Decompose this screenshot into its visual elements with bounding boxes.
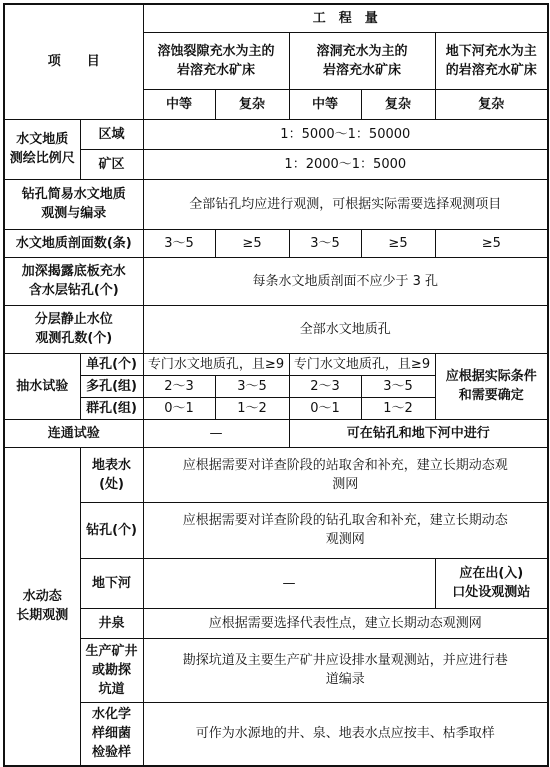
pump-group-value: 0～1 [143, 397, 215, 419]
profile-value: ≥5 [215, 229, 289, 257]
dyn-chem-label: 水化学 样细菌 检验样 [80, 702, 143, 766]
connectivity-dash: — [143, 419, 289, 447]
karst-cave-header: 溶洞充水为主的 岩溶充水矿床 [289, 32, 435, 89]
workload-header: 工 程 量 [143, 4, 548, 32]
medium-header-2: 中等 [289, 89, 361, 119]
connectivity-value: 可在钻孔和地下河中进行 [289, 419, 548, 447]
pump-group-value: 1～2 [361, 397, 435, 419]
mapping-mine-value: 1：2000～1：5000 [143, 149, 548, 179]
dyn-hole-value: 应根据需要对详查阶段的钻孔取舍和补充，建立长期动态 观测网 [143, 502, 548, 558]
static-level-label: 分层静止水位 观测孔数(个) [4, 305, 143, 353]
complex-header-3: 复杂 [435, 89, 548, 119]
pump-group-value: 0～1 [289, 397, 361, 419]
pump-single-value: 专门水文地质孔，且≥9 [143, 353, 289, 375]
dyn-river-dash: — [143, 558, 435, 608]
mapping-scale-label: 水文地质 测绘比例尺 [4, 119, 80, 179]
pump-river-value: 应根据实际条件 和需要确定 [435, 353, 548, 419]
dyn-mine-label: 生产矿井 或勘探 坑道 [80, 638, 143, 702]
complex-header-1: 复杂 [215, 89, 289, 119]
mapping-region-value: 1：5000～1：50000 [143, 119, 548, 149]
deep-drill-value: 每条水文地质剖面不应少于 3 孔 [143, 257, 548, 305]
connectivity-test-label: 连通试验 [4, 419, 143, 447]
pump-single-value: 专门水文地质孔，且≥9 [289, 353, 435, 375]
pump-multi-value: 2～3 [143, 375, 215, 397]
pump-multi-value: 3～5 [361, 375, 435, 397]
complex-header-2: 复杂 [361, 89, 435, 119]
project-header: 项 目 [4, 4, 143, 119]
dyn-well-value: 应根据需要选择代表性点，建立长期动态观测网 [143, 608, 548, 638]
profile-count-label: 水文地质剖面数(条) [4, 229, 143, 257]
dyn-river-value: 应在出(入) 口处设观测站 [435, 558, 548, 608]
pump-multi-value: 3～5 [215, 375, 289, 397]
dyn-well-label: 井泉 [80, 608, 143, 638]
dynamic-observation-label: 水动态 长期观测 [4, 447, 80, 766]
deep-drill-label: 加深揭露底板充水 含水层钻孔(个) [4, 257, 143, 305]
pumping-test-label: 抽水试验 [4, 353, 80, 419]
dyn-chem-value: 可作为水源地的井、泉、地表水点应按丰、枯季取样 [143, 702, 548, 766]
pump-multi-label: 多孔(组) [80, 375, 143, 397]
dyn-mine-value: 勘探坑道及主要生产矿井应设排水量观测站，并应进行巷 道编录 [143, 638, 548, 702]
dyn-surface-value: 应根据需要对详查阶段的站取舍和补充，建立长期动态观 测网 [143, 447, 548, 502]
mapping-mine-label: 矿区 [80, 149, 143, 179]
profile-value: ≥5 [435, 229, 548, 257]
pump-multi-value: 2～3 [289, 375, 361, 397]
medium-header-1: 中等 [143, 89, 215, 119]
pump-group-label: 群孔(组) [80, 397, 143, 419]
dyn-hole-label: 钻孔(个) [80, 502, 143, 558]
profile-value: 3～5 [289, 229, 361, 257]
drill-observation-label: 钻孔简易水文地质 观测与编录 [4, 179, 143, 229]
pump-single-label: 单孔(个) [80, 353, 143, 375]
dyn-river-label: 地下河 [80, 558, 143, 608]
workload-table [3, 3, 549, 767]
profile-value: 3～5 [143, 229, 215, 257]
dyn-surface-label: 地表水 (处) [80, 447, 143, 502]
karst-fissure-header: 溶蚀裂隙充水为主的 岩溶充水矿床 [143, 32, 289, 89]
static-level-value: 全部水文地质孔 [143, 305, 548, 353]
profile-value: ≥5 [361, 229, 435, 257]
underground-river-header: 地下河充水为主 的岩溶充水矿床 [435, 32, 548, 89]
mapping-region-label: 区域 [80, 119, 143, 149]
pump-group-value: 1～2 [215, 397, 289, 419]
drill-observation-value: 全部钻孔均应进行观测，可根据实际需要选择观测项目 [143, 179, 548, 229]
